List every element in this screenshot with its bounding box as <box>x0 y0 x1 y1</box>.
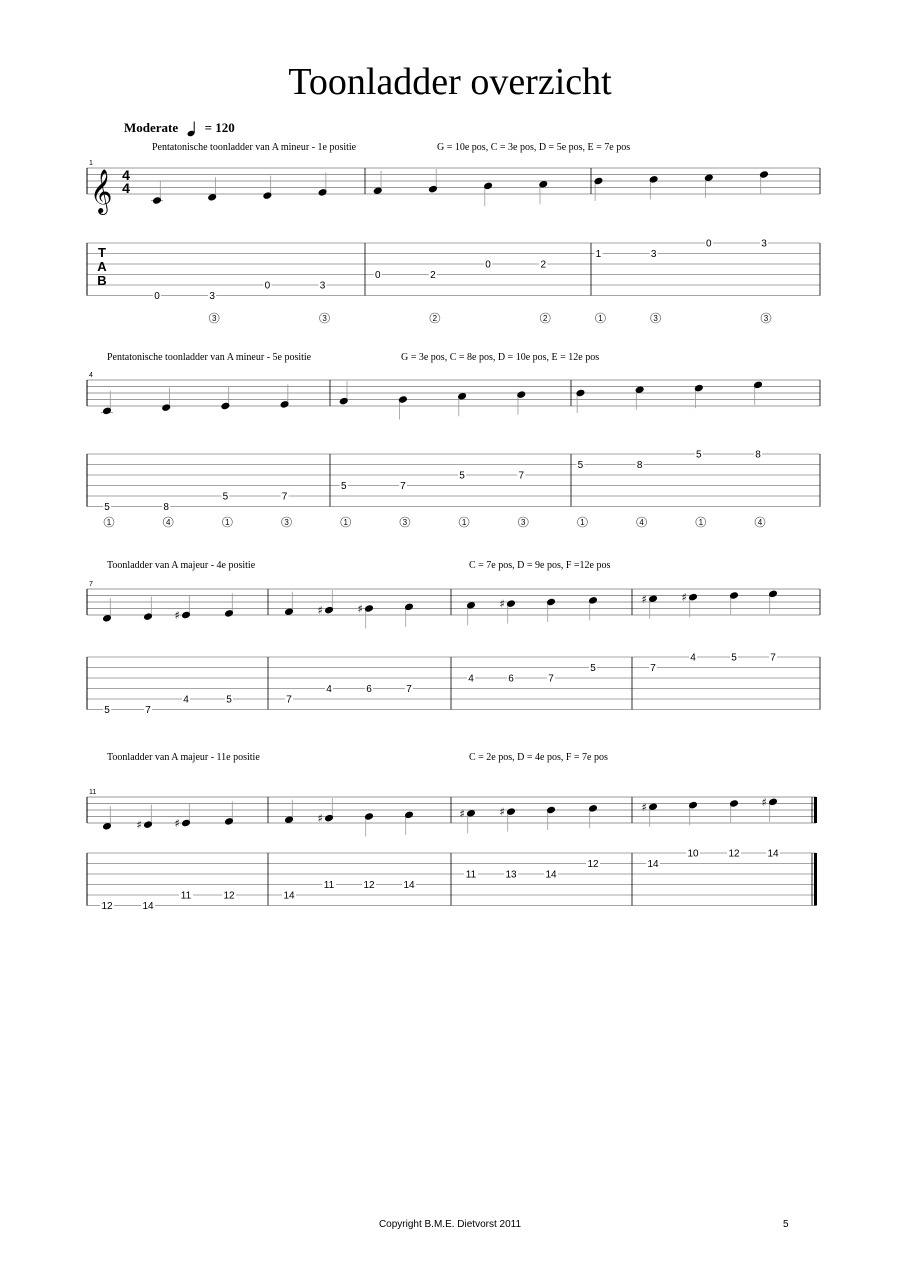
fret-number: 12 <box>728 848 740 860</box>
tab-clef-letter: T <box>98 245 106 260</box>
fret-number: 5 <box>590 663 596 674</box>
fret-number: 7 <box>286 694 292 706</box>
sharp-icon: ♯ <box>459 807 465 821</box>
string-number: 2 <box>432 314 438 323</box>
sharp-icon: ♯ <box>641 592 647 606</box>
string-number: 3 <box>284 518 289 527</box>
string-number: 1 <box>580 518 585 527</box>
sharp-icon: ♯ <box>499 805 505 819</box>
fret-number: 12 <box>587 859 599 870</box>
sharp-icon: ♯ <box>499 597 505 611</box>
fret-number: 0 <box>154 291 160 302</box>
string-number: 1 <box>598 314 603 323</box>
fret-number: 5 <box>577 460 584 471</box>
sharp-icon: ♯ <box>761 795 767 809</box>
fret-number: 8 <box>636 460 643 471</box>
fret-number: 6 <box>508 673 514 685</box>
measure-number: 11 <box>89 789 97 796</box>
fret-number: 10 <box>687 848 699 860</box>
string-number: 4 <box>639 518 644 527</box>
sharp-icon: ♯ <box>317 604 323 618</box>
fret-number: 11 <box>180 890 192 902</box>
measure-number: 7 <box>89 581 93 588</box>
fret-number: 0 <box>485 259 491 271</box>
time-signature-top: 4 <box>122 167 130 183</box>
fret-number: 4 <box>690 652 696 664</box>
system-heading: Pentatonische toonladder van A mineur - 1e positie <box>152 142 357 153</box>
system-heading: Pentatonische toonladder van A mineur - 5e positie <box>107 352 312 363</box>
fret-number: 7 <box>400 481 406 492</box>
string-number: 1 <box>343 518 348 527</box>
fret-number: 7 <box>518 470 525 482</box>
fret-number: 5 <box>226 694 232 706</box>
fret-number: 3 <box>650 249 657 260</box>
fret-number: 14 <box>142 901 154 912</box>
final-bar-thick <box>814 797 817 823</box>
system-2 <box>87 352 820 527</box>
fret-number: 13 <box>505 869 517 881</box>
string-number: 1 <box>106 518 112 527</box>
fret-number: 8 <box>163 502 169 513</box>
fret-number: 12 <box>223 890 235 902</box>
fret-number: 5 <box>696 449 702 461</box>
fret-number: 0 <box>706 238 712 250</box>
system-positions: G = 3e pos, C = 8e pos, D = 10e pos, E = 12e pos <box>401 352 600 363</box>
fret-number: 14 <box>283 890 295 902</box>
fret-number: 7 <box>406 684 412 695</box>
fret-number: 4 <box>468 673 474 685</box>
fret-number: 14 <box>767 848 779 860</box>
fret-number: 14 <box>403 880 415 891</box>
fret-number: 14 <box>647 859 659 870</box>
fret-number: 3 <box>209 291 215 302</box>
system-4 <box>87 752 817 912</box>
fret-number: 5 <box>222 491 229 503</box>
fret-number: 7 <box>548 673 554 685</box>
sharp-icon: ♯ <box>317 812 323 826</box>
sharp-icon: ♯ <box>357 602 363 616</box>
fret-number: 2 <box>540 259 547 271</box>
fret-number: 5 <box>104 705 110 716</box>
string-number: 4 <box>757 518 763 527</box>
fret-number: 8 <box>755 449 761 461</box>
fret-number: 7 <box>145 705 151 716</box>
fret-number: 3 <box>319 280 326 292</box>
footer-copyright: Copyright B.M.E. Dietvorst 2011 <box>378 1219 522 1230</box>
system-positions: G = 10e pos, C = 3e pos, D = 5e pos, E = 7e pos <box>437 142 631 153</box>
fret-number: 7 <box>281 491 288 503</box>
fret-number: 0 <box>374 270 381 281</box>
fret-number: 11 <box>465 869 477 881</box>
page-number: 5 <box>783 1219 789 1230</box>
fret-number: 5 <box>459 470 465 482</box>
fret-number: 14 <box>545 869 557 881</box>
sharp-icon: ♯ <box>136 818 142 832</box>
tempo-value: = 120 <box>204 120 235 135</box>
system-1 <box>87 142 820 323</box>
fret-number: 5 <box>340 481 347 492</box>
string-number: 3 <box>322 314 327 323</box>
system-heading: Toonladder van A majeur - 4e positie <box>107 560 256 571</box>
string-number: 3 <box>763 314 769 323</box>
string-number: 2 <box>543 314 548 323</box>
system-positions: C = 7e pos, D = 9e pos, F =12e pos <box>469 560 611 571</box>
string-number: 3 <box>211 314 217 323</box>
string-number: 4 <box>165 518 171 527</box>
final-bar-thick <box>814 853 817 906</box>
sharp-icon: ♯ <box>174 609 180 622</box>
string-number: 1 <box>698 518 704 527</box>
fret-number: 4 <box>326 684 332 695</box>
fret-number: 5 <box>731 652 737 664</box>
string-number: 1 <box>461 518 467 527</box>
treble-clef-icon: 𝄞 <box>90 169 113 213</box>
string-number: 3 <box>653 314 658 323</box>
fret-number: 7 <box>770 652 776 664</box>
fret-number: 12 <box>101 901 113 912</box>
sharp-icon: ♯ <box>681 591 687 605</box>
measure-number: 4 <box>89 372 93 379</box>
tempo-label: Moderate <box>124 120 179 135</box>
fret-number: 12 <box>363 880 375 891</box>
string-number: 3 <box>402 518 408 527</box>
measure-number: 1 <box>89 160 93 167</box>
time-signature-bottom: 4 <box>122 180 130 196</box>
fret-number: 7 <box>650 663 656 674</box>
fret-number: 4 <box>183 694 189 706</box>
tab-clef-letter: A <box>97 259 107 274</box>
string-number: 3 <box>521 518 526 527</box>
system-heading: Toonladder van A majeur - 11e positie <box>107 752 260 763</box>
page-title: Toonladder overzicht <box>288 61 612 103</box>
fret-number: 0 <box>264 280 271 292</box>
sharp-icon: ♯ <box>174 817 180 830</box>
fret-number: 3 <box>761 238 767 250</box>
system-positions: C = 2e pos, D = 4e pos, F = 7e pos <box>469 752 608 763</box>
fret-number: 2 <box>430 270 436 281</box>
fret-number: 6 <box>366 684 372 695</box>
string-number: 1 <box>225 518 230 527</box>
system-3 <box>87 560 820 716</box>
fret-number: 1 <box>595 249 602 260</box>
sharp-icon: ♯ <box>641 800 647 814</box>
fret-number: 11 <box>323 880 335 891</box>
tab-clef-letter: B <box>97 273 107 288</box>
fret-number: 5 <box>104 502 110 513</box>
